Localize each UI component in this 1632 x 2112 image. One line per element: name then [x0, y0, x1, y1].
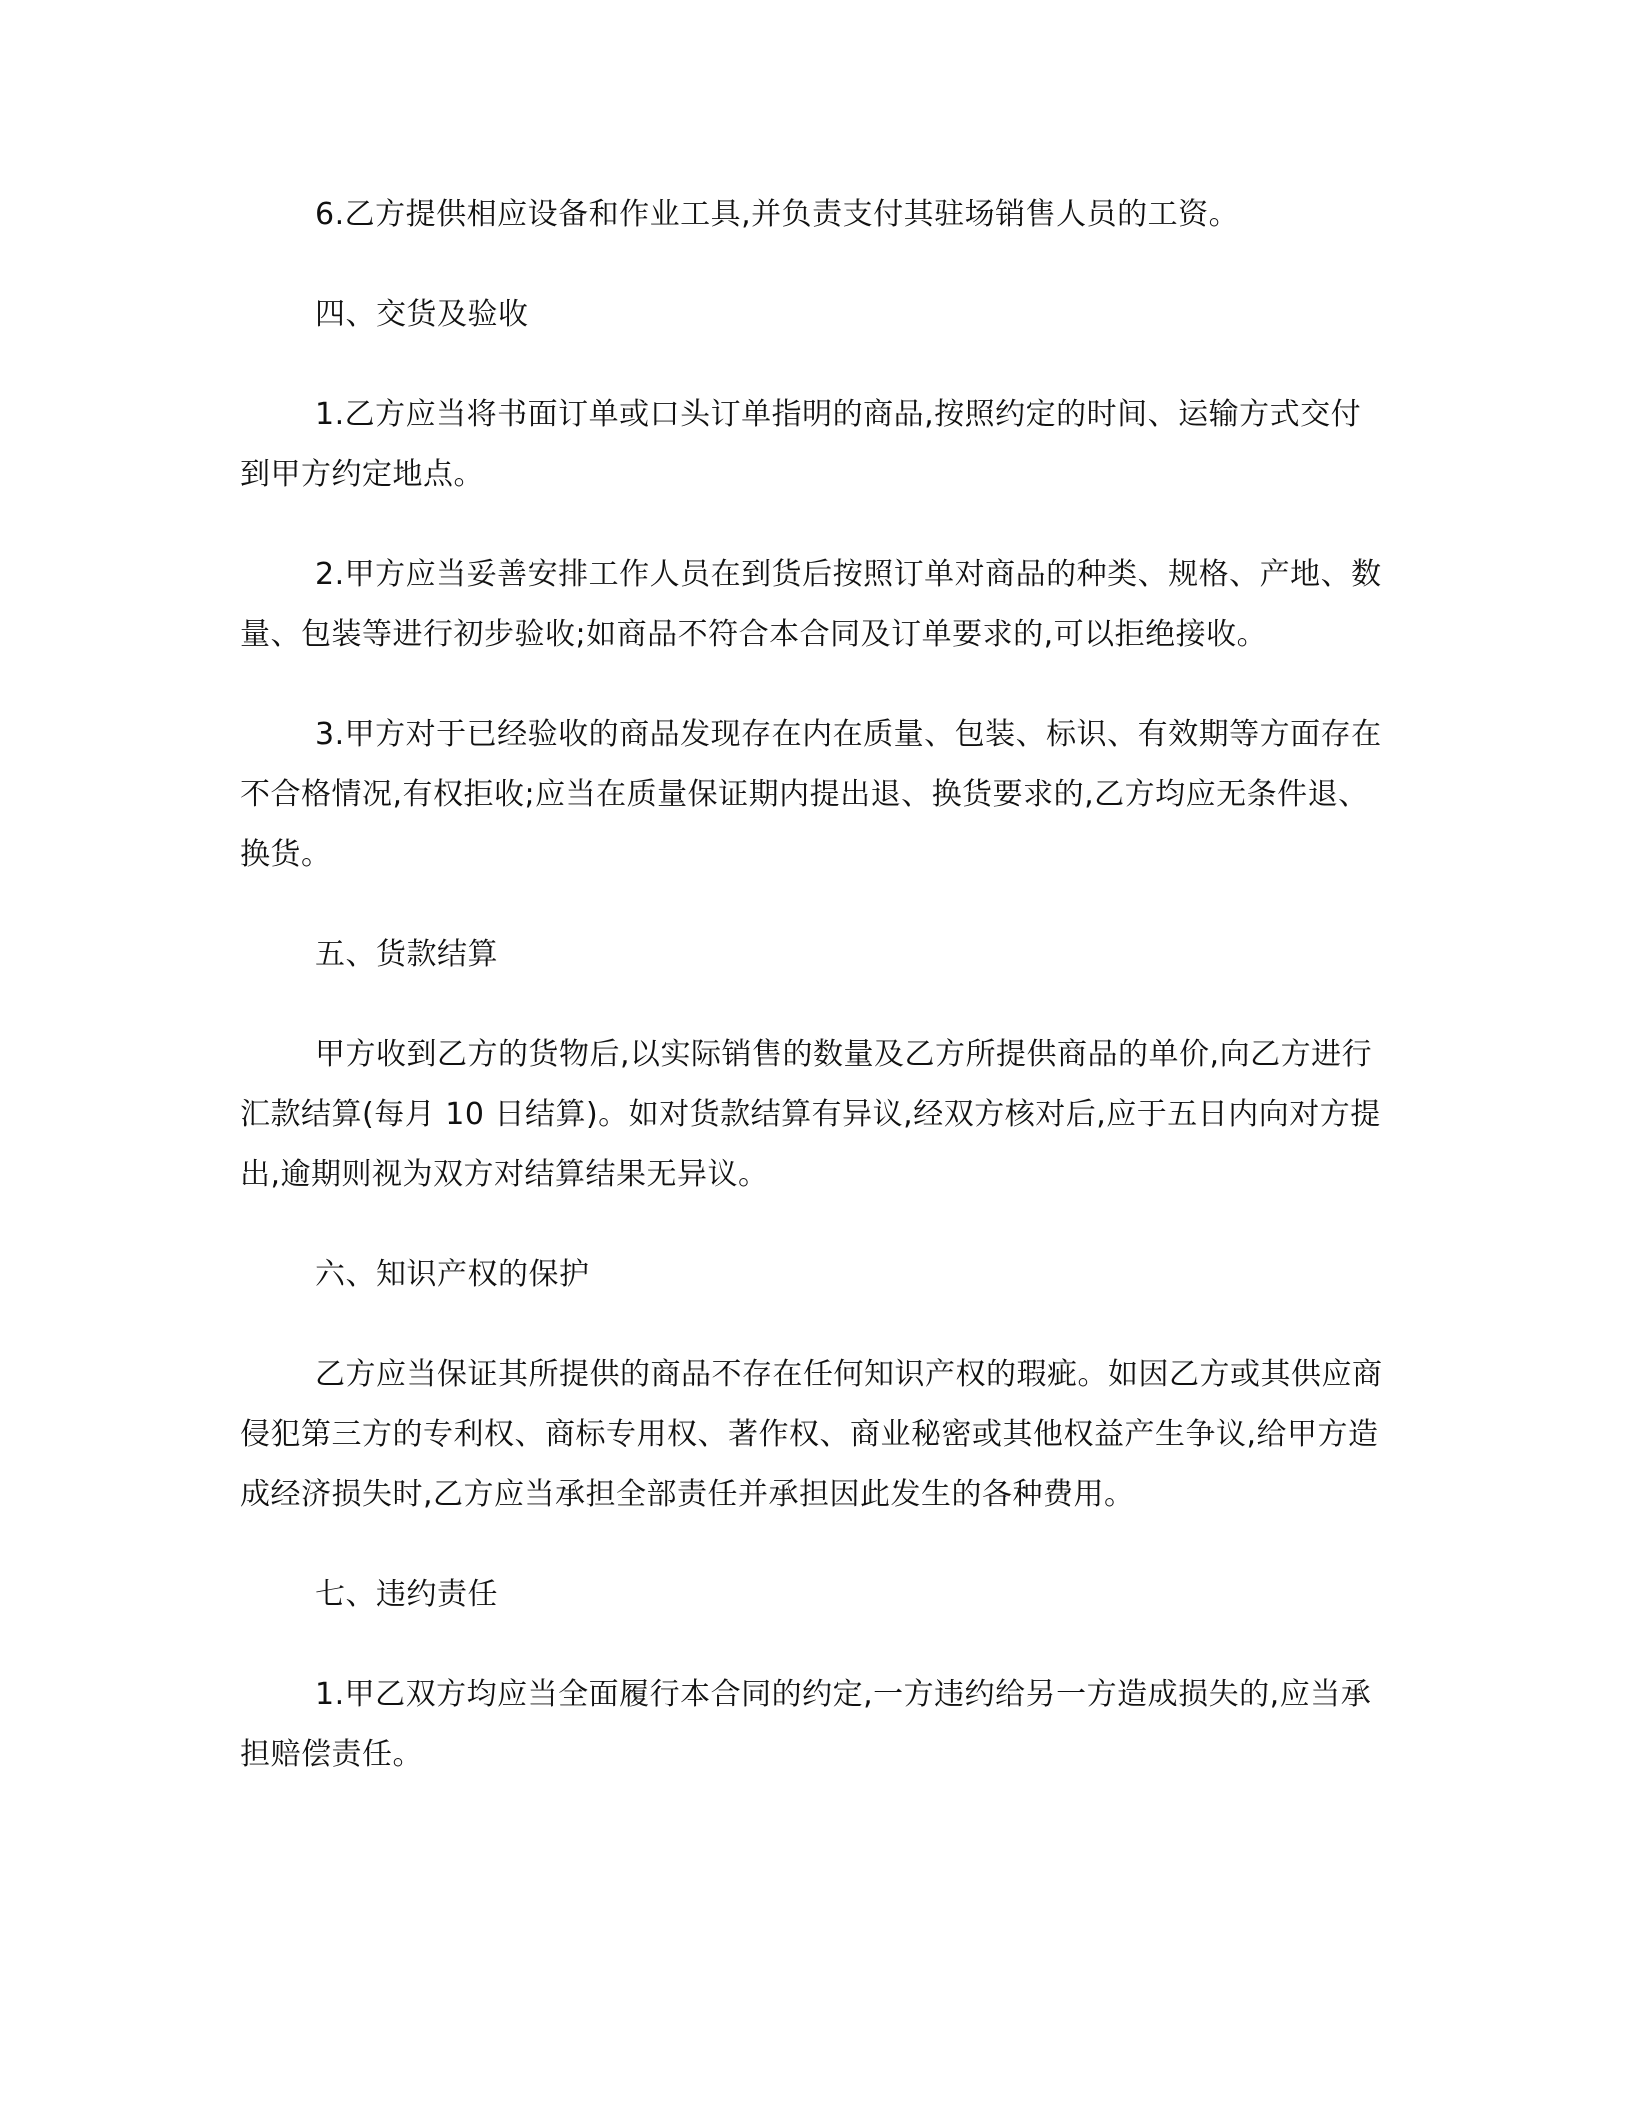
document-page [240, 185, 1385, 1825]
clause-paragraph: 甲方收到乙方的货物后,以实际销售的数量及乙方所提供商品的单价,向乙方进行汇款结算(每月 10 日结算)。如对货款结算有异议,经双方核对后,应于五日内向对方提出,逾期则视为双方对结算结果无异议。 [240, 1037, 1381, 1192]
clause-paragraph: 1.乙方应当将书面订单或口头订单指明的商品,按照约定的时间、运输方式交付到甲方约定地点。 [240, 397, 1362, 492]
section-heading: 五、货款结算 [315, 937, 498, 972]
section-heading: 七、违约责任 [315, 1577, 498, 1612]
clause-paragraph: 2.甲方应当妥善安排工作人员在到货后按照订单对商品的种类、规格、产地、数量、包装等进行初步验收;如商品不符合本合同及订单要求的,可以拒绝接收。 [240, 557, 1382, 652]
clause-paragraph: 6.乙方提供相应设备和作业工具,并负责支付其驻场销售人员的工资。 [315, 197, 1240, 232]
clause-paragraph: 1.甲乙双方均应当全面履行本合同的约定,一方违约给另一方造成损失的,应当承担赔偿责任。 [240, 1677, 1372, 1772]
clause-paragraph: 乙方应当保证其所提供的商品不存在任何知识产权的瑕疵。如因乙方或其供应商侵犯第三方的专利权、商标专用权、著作权、商业秘密或其他权益产生争议,给甲方造成经济损失时,乙方应当承担全部责任并承担因此发生的各种费用。 [240, 1357, 1383, 1512]
section-heading: 四、交货及验收 [315, 297, 529, 332]
clause-paragraph: 3.甲方对于已经验收的商品发现存在内在质量、包装、标识、有效期等方面存在不合格情况,有权拒收;应当在质量保证期内提出退、换货要求的,乙方均应无条件退、换货。 [240, 717, 1382, 872]
section-heading: 六、知识产权的保护 [315, 1257, 590, 1292]
